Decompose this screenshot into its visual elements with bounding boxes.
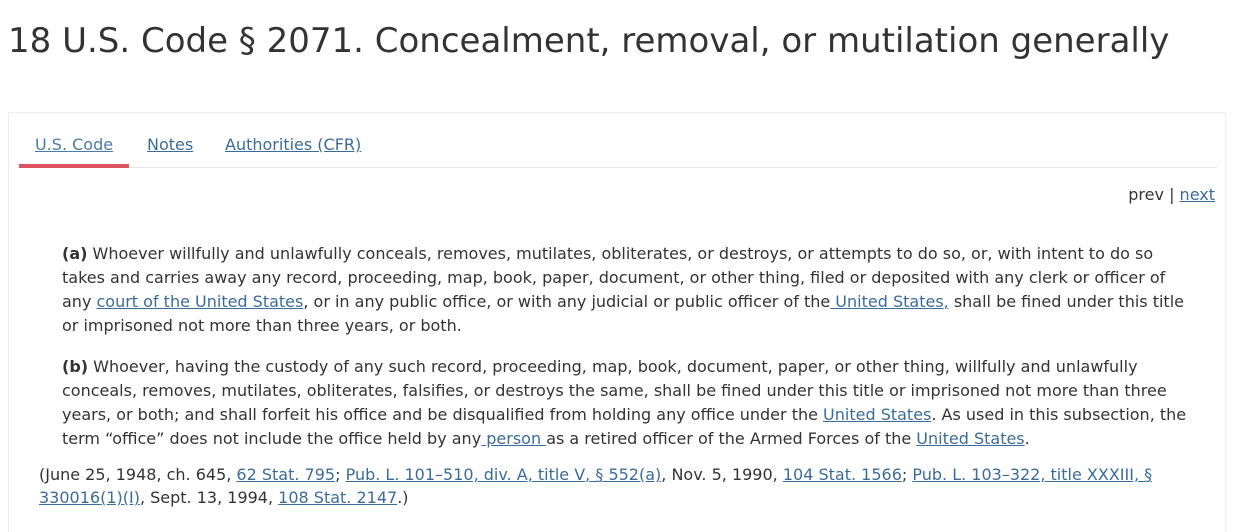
subsection-b [62,355,1187,451]
source-credits [39,463,1219,509]
content-panel [8,112,1226,532]
tab-authorities-cfr[interactable]: Authorities (CFR) [225,135,362,154]
person-link[interactable]: person [481,429,547,448]
prev-label: prev [1128,185,1164,204]
subsection-b-marker: (b) [62,357,89,376]
pub-l-101-510-link[interactable]: Pub. L. 101–510, div. A, title V, § 552(a) [345,465,662,484]
text: , or in any public office, or with any judicial or public officer of the [303,292,831,311]
text: . [1024,429,1030,448]
text: . As used in this subsection, the term “office” does not include the office held by any [62,405,1187,448]
tab-us-code[interactable]: U.S. Code [35,135,114,154]
court-of-united-states-link[interactable]: court of the United States [96,292,304,311]
page-title: 18 U.S. Code § 2071. Concealment, removal, or mutilation generally [8,21,1170,61]
stat-108-2147-link[interactable]: 108 Stat. 2147 [278,488,398,507]
united-states-link[interactable]: United States, [830,292,949,311]
subsection-a [62,242,1187,338]
pager [1128,185,1215,205]
pub-l-103-322-link[interactable]: Pub. L. 103–322, title XXXIII, § 330016(1)(I) [39,465,1153,507]
text: (June 25, 1948, ch. 645, [39,465,237,484]
text: ; [335,465,346,484]
stat-62-795-link[interactable]: 62 Stat. 795 [236,465,336,484]
active-tab-indicator [19,164,129,168]
subsection-a-marker: (a) [62,244,88,263]
text: Whoever willfully and unlawfully conceals, removes, mutilates, obliterates, or destroys, or attempts to do so, or, with intent to do so takes and carries away any record, proceeding, map, book, paper, document, or other thing, filed or deposited with any clerk or officer of any [62,244,1166,311]
pager-separator: | [1169,185,1175,204]
text: shall be fined under this title or imprisoned not more than three years, or both. [62,292,1184,335]
text: ; [901,465,913,484]
tab-notes[interactable]: Notes [147,135,194,154]
text: , Sept. 13, 1994, [139,488,279,507]
tab-bar [19,113,1217,168]
united-states-link[interactable]: United States [916,429,1025,448]
text: Whoever, having the custody of any such record, proceeding, map, book, document, paper, or other thing, willfully and unlawfully conceals, removes, mutilates, obliterates, falsifies, or destroys the same, shall be fined under this title or imprisoned not more than three years, or both; and shall forfeit his office and be disqualified from holding any office under the [62,357,1167,424]
text: .) [397,488,409,507]
next-link[interactable]: next [1179,185,1215,204]
stat-104-1566-link[interactable]: 104 Stat. 1566 [782,465,902,484]
text: , Nov. 5, 1990, [661,465,783,484]
text: as a retired officer of the Armed Forces of the [546,429,917,448]
united-states-link[interactable]: United States [823,405,932,424]
